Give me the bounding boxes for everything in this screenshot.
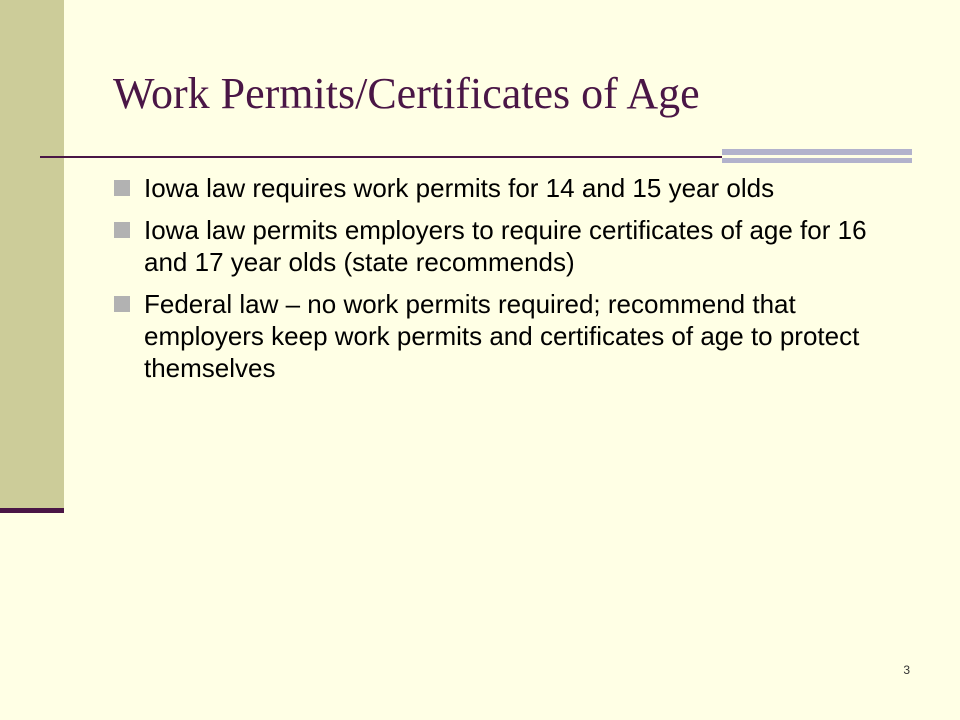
- bullet-list: [114, 172, 904, 394]
- left-decorative-bar: [0, 0, 64, 508]
- left-bar-underline: [0, 508, 64, 513]
- square-bullet-icon: [114, 180, 130, 196]
- square-bullet-icon: [114, 296, 130, 312]
- bullet-item: [114, 214, 904, 278]
- square-bullet-icon: [114, 222, 130, 238]
- bullet-text: Iowa law requires work permits for 14 and 15 year olds: [144, 173, 775, 203]
- bullet-text: Iowa law permits employers to require certificates of age for 16 and 17 year olds (state recommends): [144, 215, 867, 277]
- slide-number: 3: [903, 663, 910, 677]
- bullet-item: [114, 172, 904, 204]
- bullet-text: Federal law – no work permits required; recommend that employers keep work permits and certificates of age to protect themselves: [144, 289, 860, 383]
- slide-title: Work Permits/Certificates of Age: [113, 69, 700, 118]
- bullet-item: [114, 288, 904, 384]
- title-divider-line: [40, 156, 722, 158]
- title-divider-accent-gap: [722, 155, 912, 158]
